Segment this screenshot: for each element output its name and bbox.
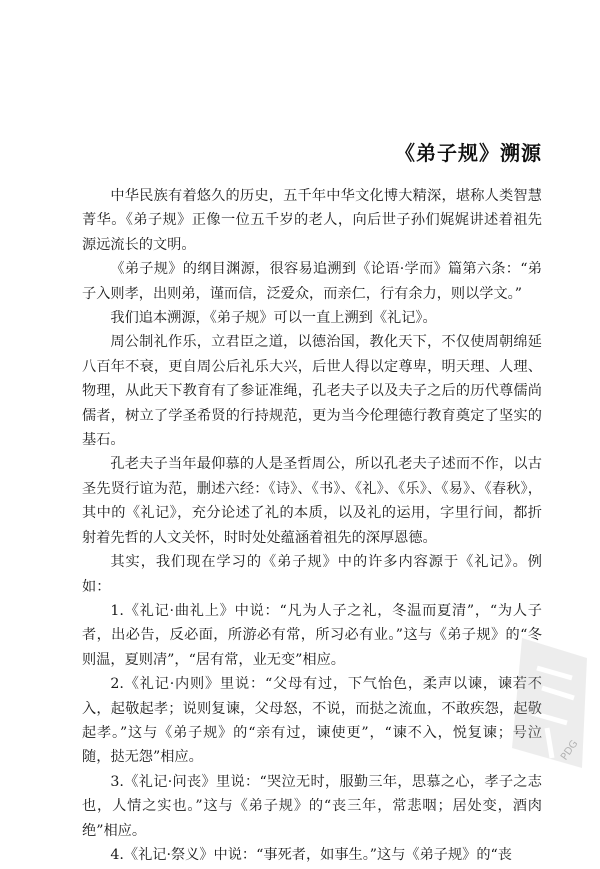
paragraph: 2.《礼记·内则》里说：“父母有过，下气怡色，柔声以谏，谏若不入，起敬起孝；说则复谏，父母怒，不说，而挞之流血，不敢疾怨，起敬起孝。”这与《弟子规》的“亲有过，谏使更”，“谏不入，悦复谏；号泣随，挞无怨”相应。 bbox=[82, 676, 542, 766]
paragraph: 中华民族有着悠久的历史，五千年中华文化博大精深，堪称人类智慧菁华。《弟子规》正像一位五千岁的老人，向后世子孙们娓娓讲述着祖先源远流长的文明。 bbox=[82, 188, 542, 253]
chapter-body bbox=[82, 184, 542, 867]
paragraph: 《弟子规》的纲目渊源，很容易追溯到《论语·学而》篇第六条：“弟子入则孝，出则弟，谨而信，泛爱众，而亲仁，行有余力，则以学文。” bbox=[82, 261, 542, 302]
chapter-title: 《弟子规》溯源 bbox=[395, 141, 542, 165]
paragraph: 周公制礼作乐，立君臣之道，以德治国，教化天下，不仅使周朝绵延八百年不衰，更自周公后礼乐大兴，后世人得以定尊卑，明天理、人理、物理，从此天下教育有了参证准绳，孔老夫子以及夫子之后的历代尊儒尚儒者，树立了学圣希贤的行持规范，更为当今伦理德行教育奠定了坚实的基石。 bbox=[82, 334, 542, 449]
paragraph: 1.《礼记·曲礼上》中说：“凡为人子之礼，冬温而夏清”，“为人子者，出必告，反必面，所游必有常，所习必有业。”这与《弟子规》的“冬则温，夏则凊”，“居有常，业无变”相应。 bbox=[82, 602, 542, 668]
watermark-stamp-icon bbox=[502, 628, 592, 778]
paragraph: 其实，我们现在学习的《弟子规》中的许多内容源于《礼记》。例如： bbox=[82, 554, 542, 595]
paragraph: 我们追本溯源，《弟子规》可以一直上溯到《礼记》。 bbox=[110, 310, 437, 327]
paragraph: 3.《礼记·问丧》里说：“哭泣无时，服勤三年，思慕之心，孝子之志也，人情之实也。”这与《弟子规》的“丧三年，常悲咽；居处变，酒肉绝”相应。 bbox=[82, 773, 542, 839]
paragraph: 孔老夫子当年最仰慕的人是圣哲周公，所以孔老夫子述而不作，以古圣先贤行谊为范，删述六经：《诗》、《书》、《礼》、《乐》、《易》、《春秋》，其中的《礼记》，充分论述了礼的本质，以及礼的运用，字里行间，都折射着先哲的人文关怀，时时处处蕴涵着祖先的深厚恩德。 bbox=[82, 456, 542, 546]
watermark-text: PDG bbox=[558, 738, 580, 763]
paragraph: 4.《礼记·祭义》中说：“事死者，如事生。”这与《弟子规》的“丧 bbox=[110, 846, 512, 863]
